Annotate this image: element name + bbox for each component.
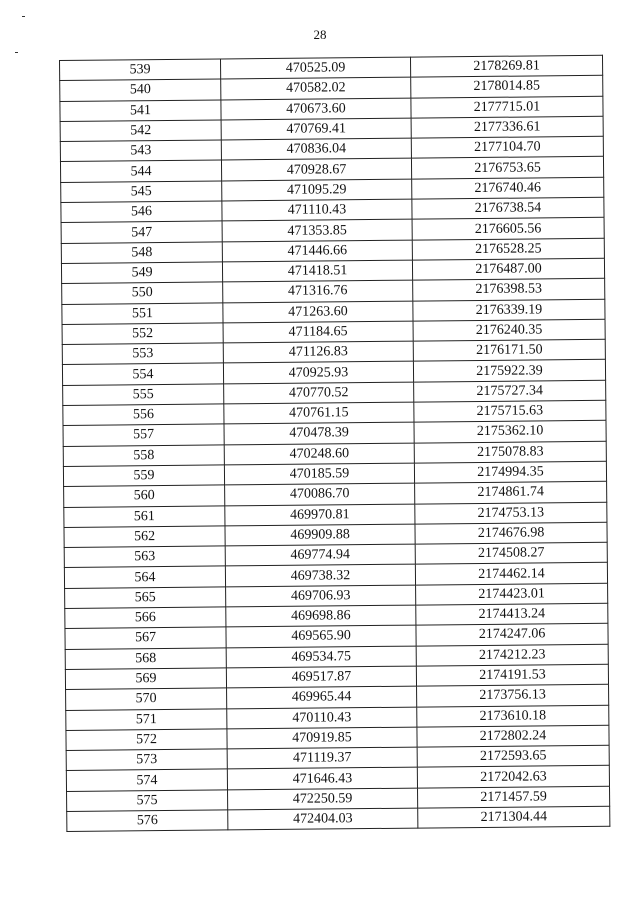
point-number-cell: 566 xyxy=(65,607,226,629)
x-coordinate-cell: 470770.52 xyxy=(224,382,414,404)
point-number-cell: 564 xyxy=(64,566,225,588)
x-coordinate-cell: 471446.66 xyxy=(222,240,412,262)
x-coordinate-cell: 470919.85 xyxy=(227,727,417,749)
y-coordinate-cell: 2174753.13 xyxy=(415,502,607,524)
x-coordinate-cell: 471126.83 xyxy=(223,341,413,363)
point-number-cell: 563 xyxy=(64,546,225,568)
point-number-cell: 571 xyxy=(66,708,227,730)
table-row xyxy=(67,806,610,832)
y-coordinate-cell: 2174861.74 xyxy=(415,481,607,503)
y-coordinate-cell: 2175078.83 xyxy=(414,441,606,463)
x-coordinate-cell: 471184.65 xyxy=(223,321,413,343)
point-number-cell: 546 xyxy=(61,201,222,223)
scan-mark-top xyxy=(22,16,25,17)
y-coordinate-cell: 2176740.46 xyxy=(412,177,604,199)
point-number-cell: 559 xyxy=(63,465,224,487)
x-coordinate-cell: 470836.04 xyxy=(221,138,411,160)
x-coordinate-cell: 470582.02 xyxy=(221,77,411,99)
x-coordinate-cell: 469738.32 xyxy=(225,565,415,587)
point-number-cell: 553 xyxy=(62,343,223,365)
y-coordinate-cell: 2171304.44 xyxy=(418,806,610,828)
y-coordinate-cell: 2174462.14 xyxy=(415,563,607,585)
x-coordinate-cell: 470525.09 xyxy=(220,57,410,79)
x-coordinate-cell: 471353.85 xyxy=(222,219,412,241)
y-coordinate-cell: 2174994.35 xyxy=(414,461,606,483)
point-number-cell: 576 xyxy=(67,810,228,832)
point-number-cell: 574 xyxy=(66,769,227,791)
page-number: 28 xyxy=(313,27,327,42)
x-coordinate-cell: 472404.03 xyxy=(228,808,418,830)
point-number-cell: 568 xyxy=(65,648,226,670)
y-coordinate-cell: 2176487.00 xyxy=(412,258,604,280)
x-coordinate-cell: 470185.59 xyxy=(224,463,414,485)
y-coordinate-cell: 2176738.54 xyxy=(412,197,604,219)
x-coordinate-cell: 469517.87 xyxy=(226,666,416,688)
point-number-cell: 558 xyxy=(63,445,224,467)
point-number-cell: 555 xyxy=(63,384,224,406)
x-coordinate-cell: 469706.93 xyxy=(226,585,416,607)
point-number-cell: 540 xyxy=(60,79,221,101)
x-coordinate-cell: 471646.43 xyxy=(227,767,417,789)
point-number-cell: 554 xyxy=(62,363,223,385)
y-coordinate-cell: 2173610.18 xyxy=(417,705,609,727)
y-coordinate-cell: 2176528.25 xyxy=(412,238,604,260)
y-coordinate-cell: 2174508.27 xyxy=(415,542,607,564)
y-coordinate-cell: 2172593.65 xyxy=(417,745,609,767)
x-coordinate-cell: 469698.86 xyxy=(226,605,416,627)
x-coordinate-cell: 470925.93 xyxy=(223,362,413,384)
y-coordinate-cell: 2176339.19 xyxy=(413,299,605,321)
point-number-cell: 541 xyxy=(60,100,221,122)
y-coordinate-cell: 2176398.53 xyxy=(413,279,605,301)
x-coordinate-cell: 470086.70 xyxy=(225,483,415,505)
x-coordinate-cell: 470478.39 xyxy=(224,422,414,444)
x-coordinate-cell: 471316.76 xyxy=(223,280,413,302)
y-coordinate-cell: 2174413.24 xyxy=(416,603,608,625)
point-number-cell: 573 xyxy=(66,749,227,771)
y-coordinate-cell: 2176753.65 xyxy=(411,157,603,179)
y-coordinate-cell: 2176240.35 xyxy=(413,319,605,341)
point-number-cell: 544 xyxy=(60,160,221,182)
y-coordinate-cell: 2174212.23 xyxy=(416,644,608,666)
point-number-cell: 542 xyxy=(60,120,221,142)
y-coordinate-cell: 2177336.61 xyxy=(411,116,603,138)
point-number-cell: 545 xyxy=(61,181,222,203)
point-number-cell: 557 xyxy=(63,424,224,446)
point-number-cell: 556 xyxy=(63,404,224,426)
point-number-cell: 551 xyxy=(62,303,223,325)
x-coordinate-cell: 470769.41 xyxy=(221,118,411,140)
y-coordinate-cell: 2174423.01 xyxy=(416,583,608,605)
x-coordinate-cell: 470761.15 xyxy=(224,402,414,424)
y-coordinate-cell: 2175715.63 xyxy=(414,400,606,422)
y-coordinate-cell: 2177715.01 xyxy=(411,96,603,118)
point-number-cell: 565 xyxy=(65,587,226,609)
x-coordinate-cell: 470673.60 xyxy=(221,98,411,120)
x-coordinate-cell: 469534.75 xyxy=(226,646,416,668)
point-number-cell: 549 xyxy=(61,262,222,284)
y-coordinate-cell: 2174191.53 xyxy=(416,664,608,686)
x-coordinate-cell: 470928.67 xyxy=(221,159,411,181)
x-coordinate-cell: 471418.51 xyxy=(222,260,412,282)
y-coordinate-cell: 2171457.59 xyxy=(418,786,610,808)
point-number-cell: 569 xyxy=(65,668,226,690)
x-coordinate-cell: 470248.60 xyxy=(224,443,414,465)
x-coordinate-cell: 469970.81 xyxy=(225,504,415,526)
point-number-cell: 575 xyxy=(67,790,228,812)
point-number-cell: 548 xyxy=(61,242,222,264)
x-coordinate-cell: 469565.90 xyxy=(226,625,416,647)
x-coordinate-cell: 471119.37 xyxy=(227,747,417,769)
y-coordinate-cell: 2177104.70 xyxy=(411,136,603,158)
x-coordinate-cell: 471110.43 xyxy=(222,199,412,221)
y-coordinate-cell: 2172042.63 xyxy=(417,766,609,788)
point-number-cell: 560 xyxy=(64,485,225,507)
table-body xyxy=(60,55,610,831)
coordinates-table xyxy=(59,55,610,832)
y-coordinate-cell: 2175727.34 xyxy=(414,380,606,402)
y-coordinate-cell: 2176605.56 xyxy=(412,218,604,240)
point-number-cell: 547 xyxy=(61,221,222,243)
scan-mark-left xyxy=(15,52,18,53)
x-coordinate-cell: 471263.60 xyxy=(223,301,413,323)
y-coordinate-cell: 2172802.24 xyxy=(417,725,609,747)
coordinates-table-container xyxy=(59,55,609,832)
x-coordinate-cell: 472250.59 xyxy=(228,788,418,810)
y-coordinate-cell: 2174676.98 xyxy=(415,522,607,544)
y-coordinate-cell: 2174247.06 xyxy=(416,624,608,646)
y-coordinate-cell: 2173756.13 xyxy=(417,684,609,706)
point-number-cell: 572 xyxy=(66,729,227,751)
point-number-cell: 539 xyxy=(60,59,221,81)
point-number-cell: 561 xyxy=(64,505,225,527)
x-coordinate-cell: 469774.94 xyxy=(225,544,415,566)
y-coordinate-cell: 2176171.50 xyxy=(413,339,605,361)
point-number-cell: 570 xyxy=(66,688,227,710)
y-coordinate-cell: 2175362.10 xyxy=(414,421,606,443)
y-coordinate-cell: 2178269.81 xyxy=(410,55,602,77)
point-number-cell: 552 xyxy=(62,323,223,345)
point-number-cell: 567 xyxy=(65,627,226,649)
x-coordinate-cell: 470110.43 xyxy=(227,707,417,729)
x-coordinate-cell: 469909.88 xyxy=(225,524,415,546)
point-number-cell: 543 xyxy=(60,140,221,162)
x-coordinate-cell: 471095.29 xyxy=(222,179,412,201)
point-number-cell: 562 xyxy=(64,526,225,548)
x-coordinate-cell: 469965.44 xyxy=(227,686,417,708)
point-number-cell: 550 xyxy=(62,282,223,304)
y-coordinate-cell: 2175922.39 xyxy=(413,360,605,382)
y-coordinate-cell: 2178014.85 xyxy=(411,76,603,98)
